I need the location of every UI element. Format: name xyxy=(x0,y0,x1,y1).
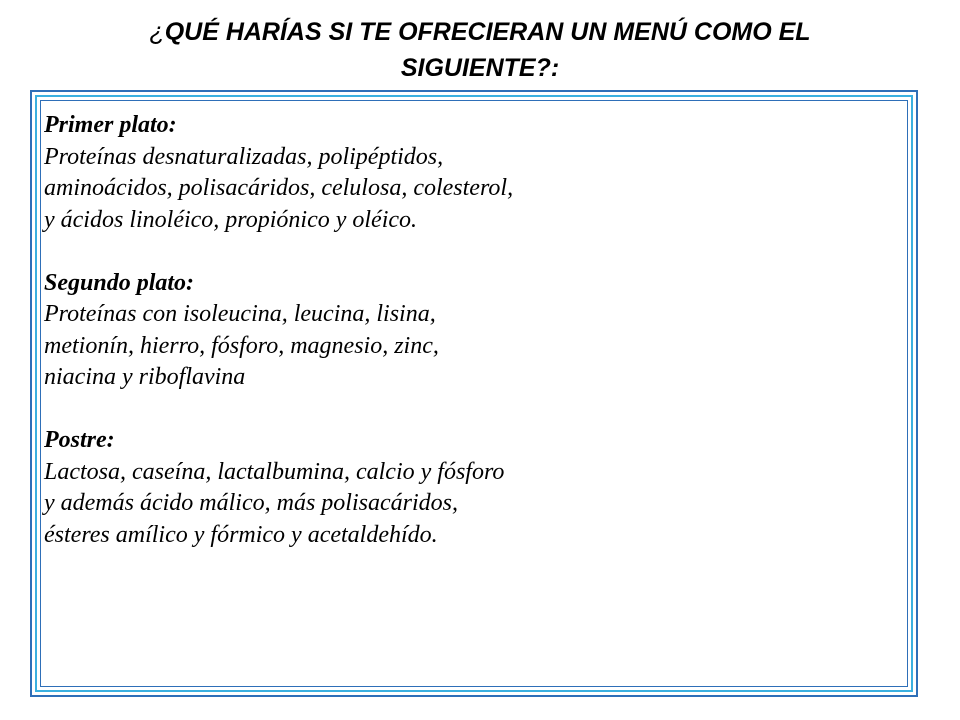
section-line: Proteínas con isoleucina, leucina, lisina, xyxy=(44,301,436,327)
menu-section-second-course xyxy=(44,268,904,394)
title-line-1: ¿QUÉ HARÍAS SI TE OFRECIERAN UN MENÚ COMO EL xyxy=(149,18,811,46)
section-line: metionín, hierro, fósforo, magnesio, zinc, xyxy=(44,332,439,359)
menu-section-dessert xyxy=(44,425,904,551)
section-line: aminoácidos, polisacáridos, celulosa, colesterol, xyxy=(44,175,514,201)
title-question-mark: ¿ xyxy=(149,18,165,46)
section-heading: Primer plato: xyxy=(44,112,177,138)
menu-content xyxy=(44,110,904,551)
section-line: y ácidos linoléico, propiónico y oléico. xyxy=(44,206,418,233)
section-spacer xyxy=(44,394,904,426)
section-heading: Postre: xyxy=(44,427,115,453)
section-heading: Segundo plato: xyxy=(44,269,195,296)
section-line: Lactosa, caseína, lactalbumina, calcio y fósforo xyxy=(44,458,505,485)
section-line: y además ácido málico, más polisacáridos, xyxy=(44,490,458,516)
section-line: ésteres amílico y fórmico y acetaldehído. xyxy=(44,521,438,548)
section-line: niacina y riboflavina xyxy=(44,364,246,390)
menu-section-first-course xyxy=(44,110,904,236)
page-title xyxy=(40,14,920,86)
section-line: Proteínas desnaturalizadas, polipéptidos, xyxy=(44,143,444,170)
section-spacer xyxy=(44,236,904,268)
title-line-2: SIGUIENTE?: xyxy=(400,54,560,82)
